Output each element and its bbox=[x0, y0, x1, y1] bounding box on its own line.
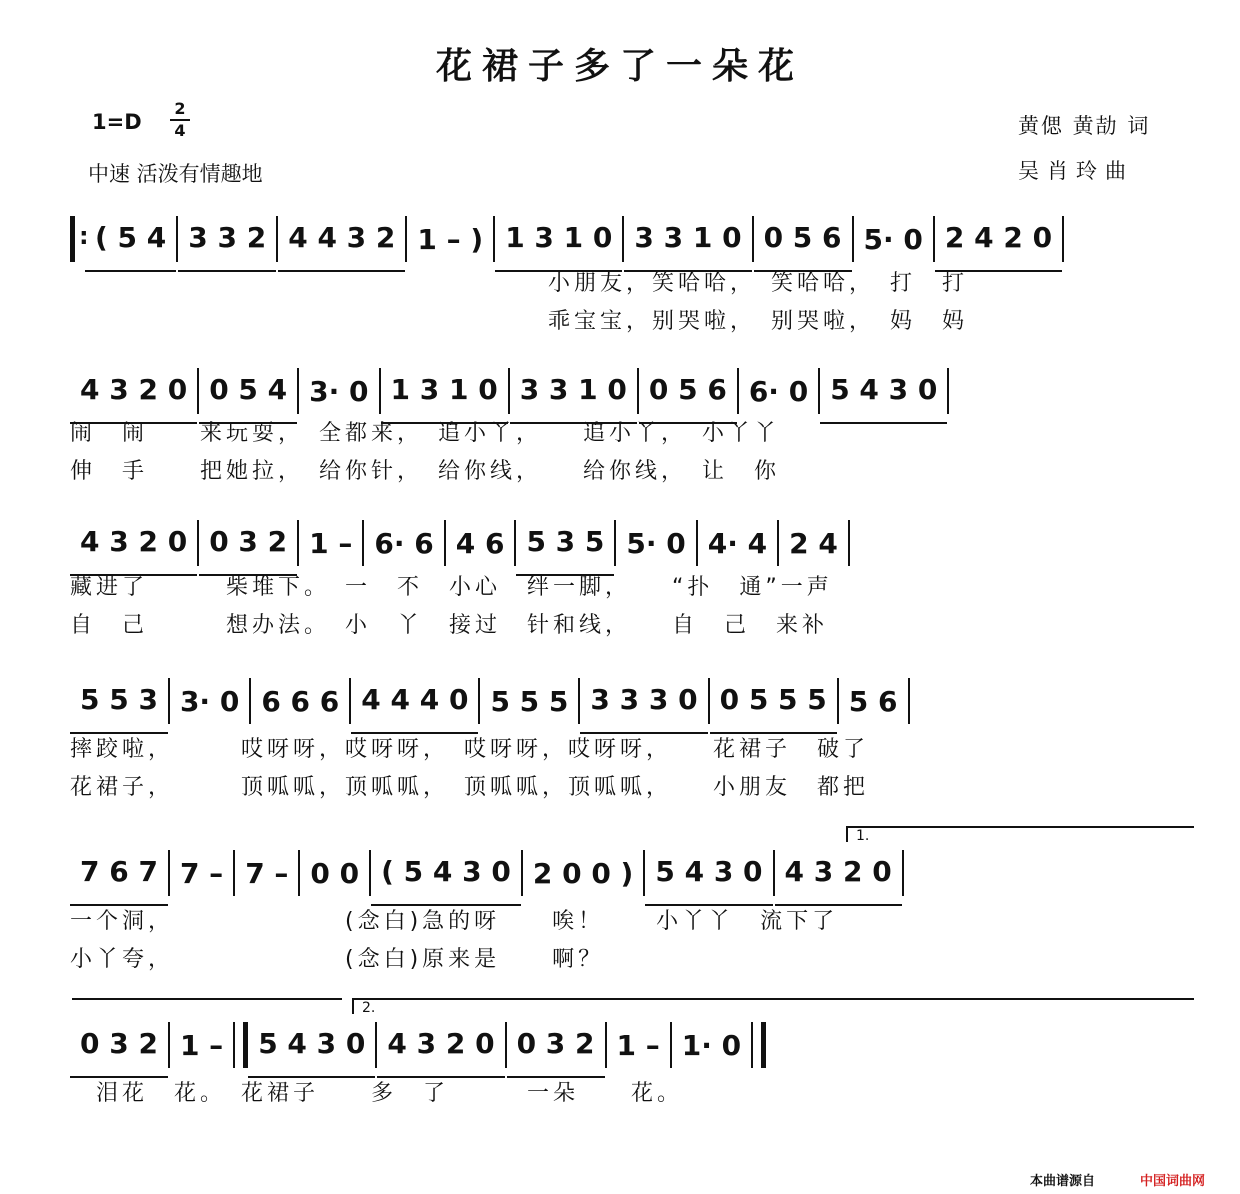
measure: 3· 0 bbox=[309, 374, 369, 408]
measure: 2 0 0 ) bbox=[532, 856, 634, 890]
measure: 1 – ) bbox=[417, 222, 484, 256]
measure: 4 3 2 0 bbox=[70, 511, 197, 576]
measure: 6 6 6 bbox=[261, 684, 340, 718]
measure: 1 – bbox=[616, 1028, 660, 1062]
lyrics-verse-1: 闹 闹 来玩耍， 全都来， 追小丫， 追小丫， 小丫丫 bbox=[70, 421, 781, 446]
measure: 0 5 6 bbox=[754, 207, 852, 272]
measure: 1 – bbox=[309, 526, 353, 560]
notation-line-2 bbox=[70, 360, 1190, 422]
measure: 0 5 4 bbox=[199, 359, 297, 424]
measure: 0 0 bbox=[310, 856, 360, 890]
lyrics-verse-2: 伸 手 把她拉， 给你针， 给你线， 给你线， 让 你 bbox=[70, 459, 781, 484]
measure: 7 – bbox=[179, 856, 224, 890]
repeat-start-sign bbox=[70, 216, 85, 262]
volta-first-ending-continuation bbox=[72, 998, 342, 1000]
measure: 4 6 bbox=[455, 526, 505, 560]
measure: 3 3 3 0 bbox=[580, 669, 707, 734]
final-barline bbox=[751, 1022, 766, 1068]
measure: 5· 0 bbox=[863, 222, 923, 256]
notation-line-4 bbox=[70, 670, 1190, 732]
measure: 5 4 3 0 bbox=[820, 359, 947, 424]
page-title: 花裙子多了一朵花 bbox=[435, 45, 804, 87]
measure: 1 – bbox=[179, 1028, 224, 1062]
repeat-end-sign bbox=[233, 1022, 248, 1068]
measure: 0 3 2 bbox=[70, 1013, 168, 1078]
source-note: 本曲谱源自 bbox=[1030, 1174, 1096, 1189]
measure: 4 3 2 0 bbox=[70, 359, 197, 424]
lyrics-verse-1: 小朋友，笑哈哈， 笑哈哈， 打 打 bbox=[548, 271, 969, 296]
lyrics-verse-1: 泪花 花。 花裙子 多 了 一朵 花。 bbox=[70, 1081, 684, 1106]
measure: 7 6 7 bbox=[70, 841, 168, 906]
measure: 5 4 3 0 bbox=[645, 841, 772, 906]
notation-line-5 bbox=[70, 842, 1190, 904]
volta-second-ending: 2. bbox=[352, 998, 1194, 1014]
measure: 1 3 1 0 bbox=[495, 207, 622, 272]
measure: 6· 0 bbox=[748, 374, 809, 408]
lyrics-verse-1: 藏进了 柴堆下。 一 不 小心 绊一脚， “扑 通”一声 bbox=[70, 575, 833, 600]
measure: 2 4 2 0 bbox=[935, 207, 1062, 272]
measure: 7 – bbox=[245, 856, 289, 890]
measure: 5· 0 bbox=[626, 526, 686, 560]
measure: 0 5 5 5 bbox=[710, 669, 837, 734]
measure: 5 5 5 bbox=[490, 684, 569, 718]
measure: ( 5 4 bbox=[85, 207, 176, 272]
measure: 3 3 1 0 bbox=[510, 359, 637, 424]
lyrics-verse-1: 摔跤啦， 哎呀呀，哎呀呀， 哎呀呀，哎呀呀， 花裙子 破了 bbox=[70, 737, 870, 762]
measure: 5 3 5 bbox=[516, 511, 614, 576]
measure: 4· 4 bbox=[707, 526, 768, 560]
measure: 4 3 2 0 bbox=[377, 1013, 504, 1078]
measure: 4 4 4 0 bbox=[351, 669, 478, 734]
composer-credit: 吴肖玲曲 bbox=[1018, 159, 1134, 183]
measure: 4 4 3 2 bbox=[278, 207, 405, 272]
measure: 2 4 bbox=[789, 526, 838, 560]
notation-line-6 bbox=[70, 1014, 1190, 1076]
measure: 3 3 1 0 bbox=[624, 207, 751, 272]
lyrics-verse-2: 小丫夸， (念白)原来是 啊？ bbox=[70, 947, 605, 972]
time-signature-top: 2 bbox=[174, 99, 186, 118]
tempo-marking: 中速 活泼有情趣地 bbox=[88, 162, 263, 186]
lyrics-verse-2: 自 己 想办法。 小 丫 接过 针和线， 自 己 来补 bbox=[70, 613, 829, 638]
measure: 3· 0 bbox=[179, 684, 240, 718]
site-name: 中国词曲网 bbox=[1140, 1174, 1206, 1189]
lyrics-verse-2: 花裙子， 顶呱呱，顶呱呱， 顶呱呱，顶呱呱， 小朋友 都把 bbox=[70, 775, 870, 800]
measure: 5 4 3 0 bbox=[248, 1013, 375, 1078]
measure: 5 6 bbox=[848, 684, 898, 718]
measure: ( 5 4 3 0 bbox=[371, 841, 521, 906]
lyricist-credit: 黄偲 黄劼 词 bbox=[1018, 114, 1151, 138]
measure: 0 3 2 bbox=[507, 1013, 605, 1078]
measure: 1 3 1 0 bbox=[381, 359, 508, 424]
time-signature-bottom: 4 bbox=[174, 121, 186, 140]
measure: 6· 6 bbox=[374, 526, 434, 560]
volta-first-ending: 1. bbox=[846, 826, 1194, 842]
lyrics-verse-2: 乖宝宝，别哭啦， 别哭啦， 妈 妈 bbox=[548, 309, 969, 334]
lyrics-verse-1: 一个洞， (念白)急的呀 唉！ 小丫丫 流下了 bbox=[70, 909, 839, 934]
measure: 1· 0 bbox=[681, 1028, 742, 1062]
measure: 3 3 2 bbox=[178, 207, 276, 272]
measure: 5 5 3 bbox=[70, 669, 168, 734]
measure: 4 3 2 0 bbox=[775, 841, 902, 906]
notation-line-3 bbox=[70, 512, 1190, 574]
time-signature bbox=[170, 100, 190, 140]
measure: 0 5 6 bbox=[639, 359, 737, 424]
key-signature: 1=D bbox=[92, 110, 142, 134]
notation-line-1 bbox=[70, 208, 1190, 270]
measure: 0 3 2 bbox=[199, 511, 297, 576]
